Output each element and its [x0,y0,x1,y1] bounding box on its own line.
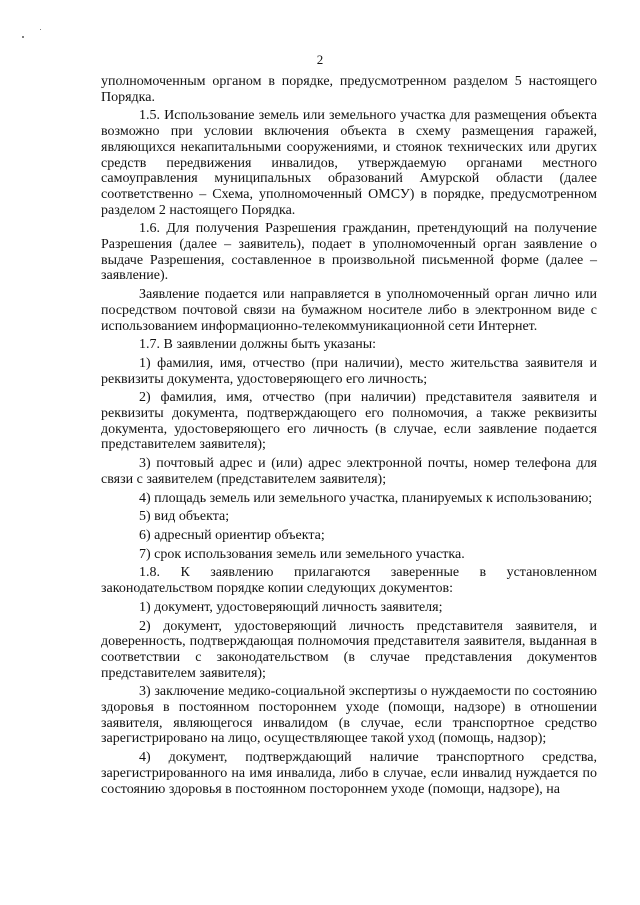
list-item-1-7-1: 1) фамилия, имя, отчество (при наличии), место жительства заявителя и реквизиты документа, удостоверяющего его личность; [101,355,597,387]
paragraph-1-8: 1.8. К заявлению прилагаются заверенные в установленном законодательством порядке копии следующих документов: [101,565,597,597]
paragraph-1-6: 1.6. Для получения Разрешения гражданин, претендующий на получение Разрешения (далее – заявитель), подает в уполномоченный орган заявление о выдаче Разрешения, составленное в произвольной письменной форме (далее – заявление). [101,221,597,284]
paragraph-1-5: 1.5. Использование земель или земельного участка для размещения объекта возможно при условии включения объекта в схему размещения гаражей, являющихся некапитальными сооружениями, и стоянок технических или других средств передвижения инвалидов, утверждаемую органами местного самоуправления муниципальных образований Амурской области (далее соответственно – Схема, уполномоченный ОМСУ) в порядке, предусмотренном разделом 2 настоящего Порядка. [101,108,597,218]
list-item-1-7-2: 2) фамилия, имя, отчество (при наличии) представителя заявителя и реквизиты документа, подтверждающего его полномочия, а также реквизиты документа, удостоверяющего его личность (в случае, если заявление подается представителем заявителя); [101,390,597,453]
document-body [101,74,597,800]
list-item-1-8-2: 2) документ, удостоверяющий личность представителя заявителя, и доверенность, подтверждающая полномочия представителя заявителя, выданная в соответствии с законодательством (в случае представления документов представителем заявителя); [101,618,597,681]
page-number: 2 [316,52,324,67]
list-item-1-8-1: 1) документ, удостоверяющий личность заявителя; [139,599,443,615]
list-item-1-7-3: 3) почтовый адрес и (или) адрес электронной почты, номер телефона для связи с заявителем (представителем заявителя); [101,456,597,487]
paragraph-application-submission: Заявление подается или направляется в уполномоченный орган лично или посредством почтовой связи на бумажном носителе либо в электронном виде с использованием информационно-телекоммуникационной сети Интернет. [101,287,597,334]
list-item-1-8-4: 4) документ, подтверждающий наличие транспортного средства, зарегистрированного на имя инвалида, либо в случае, если инвалид нуждается по состоянию здоровья в постоянном постороннем уходе (помощи, надзоре), на [101,750,597,797]
list-item-1-7-6: 6) адресный ориентир объекта; [139,527,325,543]
list-item-1-8-3: 3) заключение медико-социальной экспертизы о нуждаемости по состоянию здоровья в постоянном постороннем уходе (помощи, надзоре) в отношении заявителя, являющегося инвалидом (в случае, если транспортное средство зарегистрировано на лицо, осуществляющее такой уход (помощь, надзор); [101,684,597,747]
list-item-1-7-4: 4) площадь земель или земельного участка, планируемых к использованию; [139,490,593,506]
scan-speck [40,29,41,30]
list-item-1-7-7: 7) срок использования земель или земельного участка. [139,546,465,562]
list-item-1-7-5: 5) вид объекта; [139,509,230,525]
paragraph-continuation: уполномоченным органом в порядке, предусмотренном разделом 5 настоящего Порядка. [101,74,597,105]
paragraph-1-7: 1.7. В заявлении должны быть указаны: [139,337,376,353]
scan-speck [22,36,24,38]
